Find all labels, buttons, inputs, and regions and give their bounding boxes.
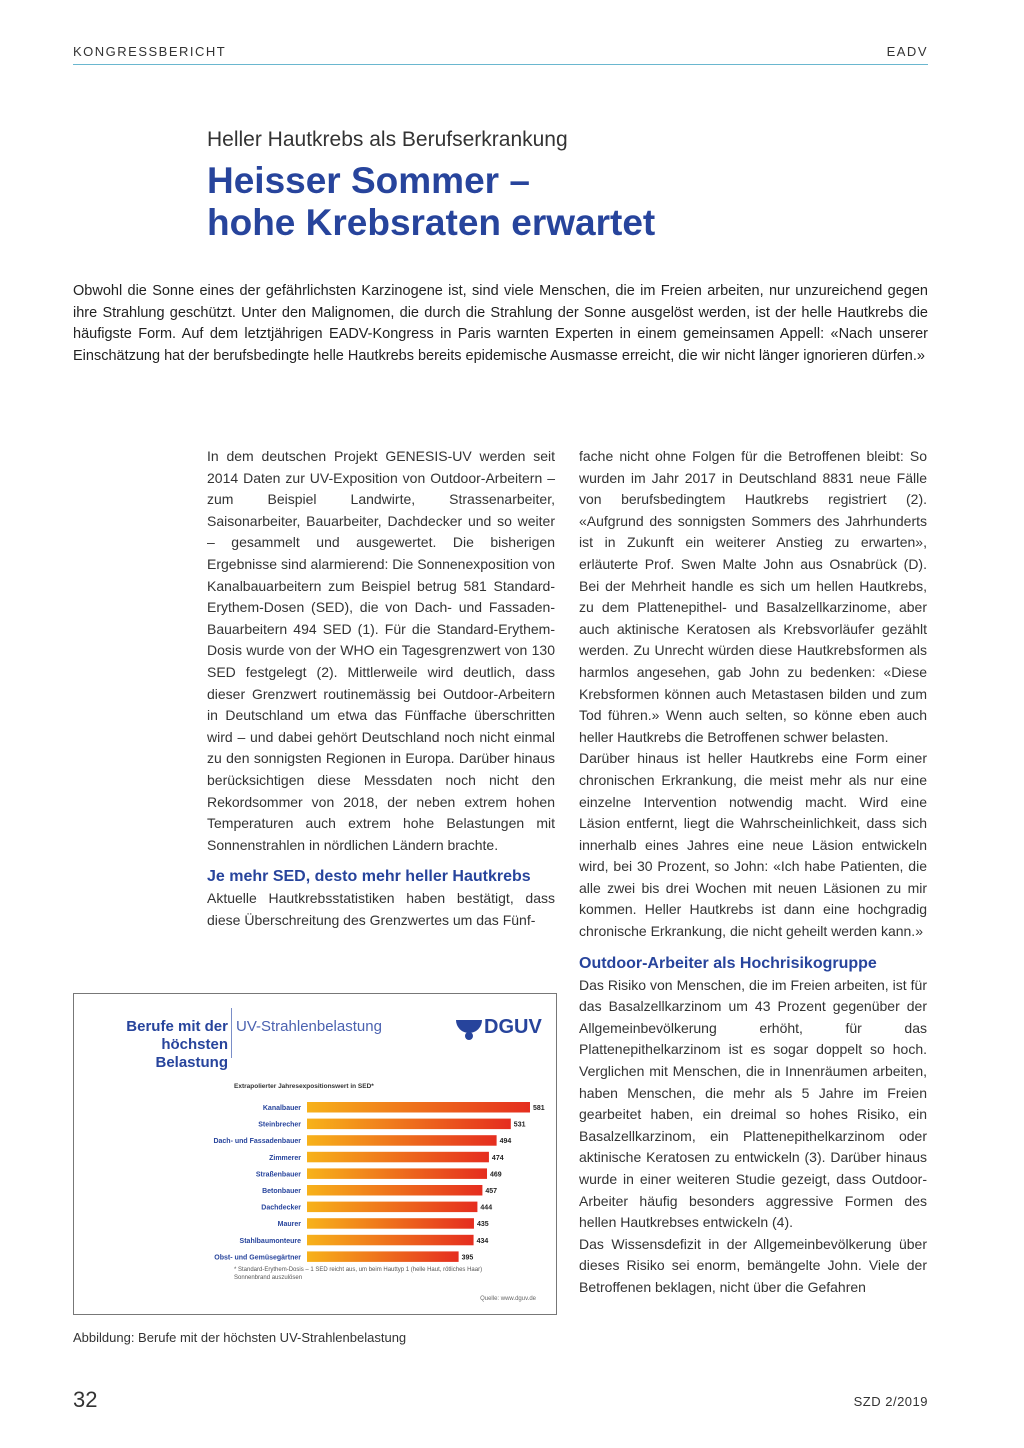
value-label-2: 494 bbox=[499, 1138, 512, 1146]
issue-label: SZD 2/2019 bbox=[853, 1394, 928, 1409]
category-label-4: Straßenbauer bbox=[255, 1171, 301, 1179]
value-label-9: 395 bbox=[461, 1254, 474, 1262]
chart-axis-title: Extrapolierter Jahresexpositionswert in SED* bbox=[234, 1083, 374, 1090]
headline-line-1: Heisser Sommer – bbox=[207, 160, 530, 201]
left-column bbox=[207, 446, 555, 931]
dguv-logo-text: DGUV bbox=[484, 1016, 542, 1038]
category-label-7: Maurer bbox=[277, 1221, 301, 1229]
left-subheading: Je mehr SED, desto mehr heller Hautkrebs bbox=[207, 868, 531, 886]
right-paragraph-4: Das Wissensdefizit in der Allgemeinbevölkerung über dieses Risiko sei enorm, bemängelte John. Viele der Betroffenen beklagen, nicht über die Gefahren bbox=[579, 1235, 927, 1295]
bar-7 bbox=[307, 1218, 474, 1229]
value-label-8: 434 bbox=[476, 1237, 489, 1245]
category-label-0: Kanalbauer bbox=[262, 1105, 301, 1112]
figure-title-bold-line-1: Berufe mit der bbox=[126, 1018, 228, 1035]
figure-footnote: * Standard-Erythem-Dosis – 1 SED reicht aus, um beim Hauttyp 1 (helle Haut, rötliches Haar) Sonnenbrand auszulösen bbox=[234, 1267, 483, 1281]
running-header bbox=[73, 44, 928, 64]
bar-6 bbox=[307, 1202, 477, 1213]
bar-4 bbox=[307, 1168, 487, 1179]
right-column bbox=[579, 446, 927, 1299]
value-label-5: 457 bbox=[485, 1188, 498, 1195]
category-label-3: Zimmerer bbox=[269, 1154, 301, 1162]
bar-3 bbox=[307, 1152, 489, 1163]
left-paragraph-1: In dem deutschen Projekt GENESIS-UV werden seit 2014 Daten zur UV-Exposition von Outdoor-Arbeitern – zum Beispiel Landwirte, Strassenarbeiter, Saisonarbeiter, Bauarbeiter, Dachdecker und so weiter – gesammelt und ausgewertet. Die bisherigen Ergebnisse sind alarmierend: Die Sonnenexposition von Kanalbauarbeitern zum Beispiel betrug 581 Standard-Erythem-Dosen (SED), die von Dach- und Fassaden-Bauarbeitern 494 SED (1). Für die Standard-Erythem-Dosis wurde von der WHO ein Tagesgrenzwert von 130 SED festgelegt (2). Mittlerweile wird deutlich, dass dieser Grenzwert routinemässig bei Outdoor-Arbeitern in Deutschland um etwa das Fünffache überschritten wird – und dabei gehört Deutschland noch nicht einmal zu den sonnigsten Regionen in Europa. Darüber hinaus berücksichtigen diese Messdaten noch nicht den Rekordsommer von 2018, der neben extrem hohen Temperaturen auch extrem hohe Belastungen mit Sonnenstrahlen in nördlichen Ländern brachte. bbox=[207, 448, 555, 853]
left-paragraph-2: Aktuelle Hautkrebsstatistiken haben bestätigt, dass diese Überschreitung des Grenzwertes um das Fünf- bbox=[207, 890, 555, 928]
right-paragraph-3: Das Risiko von Menschen, die im Freien arbeiten, ist für das Basalzellkarzinom um 43 Prozent gegenüber der Allgemeinbevölkerung erhöht, für das Plattenepithelkarzinom ist es sogar doppelt so hoch. Verglichen mit Menschen, die in Innenräumen arbeiten, haben Menschen, die mehr als 5 Jahre im Freien gearbeitet haben, ein dreimal so hohes Risiko, ein Basalzellkarzinom, ein Plattenepithelkarzinom oder aktinische Keratosen zu entwickeln (3). Darüber hinaus wurde in einer weiteren Studie gezeigt, dass Outdoor-Arbeiter häufig besonders aggressive Formen des hellen Hautkrebses entwickeln (4). bbox=[579, 976, 927, 1231]
category-label-2: Dach- und Fassadenbauer bbox=[213, 1138, 301, 1146]
bar-2 bbox=[307, 1135, 497, 1146]
topic-label: EADV bbox=[886, 44, 928, 59]
section-label: KONGRESSBERICHT bbox=[73, 44, 227, 59]
bar-0 bbox=[307, 1102, 530, 1113]
figure-source: Quelle: www.dguv.de bbox=[480, 1296, 536, 1302]
category-label-8: Stahlbaumonteure bbox=[239, 1237, 301, 1245]
figure-caption: Abbildung: Berufe mit der höchsten UV-Strahlenbelastung bbox=[73, 1330, 407, 1345]
bar-8 bbox=[307, 1235, 474, 1246]
figure-title-bold-line-2: höchsten Belastung bbox=[155, 1036, 228, 1071]
category-label-9: Obst- und Gemüsegärtner bbox=[214, 1254, 301, 1262]
bar-9 bbox=[307, 1251, 459, 1262]
bar-5 bbox=[307, 1185, 482, 1196]
headline-line-2: hohe Krebsraten erwartet bbox=[207, 202, 656, 243]
category-label-5: Betonbauer bbox=[262, 1188, 301, 1195]
value-label-3: 474 bbox=[491, 1154, 504, 1162]
value-label-6: 444 bbox=[480, 1204, 493, 1212]
uv-exposure-figure bbox=[73, 993, 557, 1315]
category-label-6: Dachdecker bbox=[261, 1204, 301, 1212]
value-label-0: 581 bbox=[533, 1105, 545, 1112]
header-rule bbox=[73, 64, 928, 65]
right-paragraph-2: Darüber hinaus ist heller Hautkrebs eine Form einer chronischen Erkrankung, die meist mehr als nur eine einzelne Intervention notwendig macht. Wird eine Läsion entfernt, liegt die Wahrscheinlichkeit, dass sich innerhalb eines Jahres eine neue Läsion entwickeln wird, bei 30 Prozent, so John: «Ich habe Patienten, die alle zwei bis drei Wochen mit neuen Läsionen zu mir kommen. Heller Hautkrebs ist dann eine hochgradig chronische Erkrankung, die nicht geheilt werden kann.» bbox=[579, 750, 927, 940]
article-kicker: Heller Hautkrebs als Berufserkrankung bbox=[207, 128, 568, 151]
article-headline bbox=[207, 160, 927, 244]
bar-1 bbox=[307, 1119, 511, 1130]
article-lead: Obwohl die Sonne eines der gefährlichsten Karzinogene ist, sind viele Menschen, die im Freien arbeiten, nur unzureichend gegen ihre Strahlung geschützt. Unter den Malignomen, die durch die Strahlung der Sonne ausgelöst werden, ist der helle Hautkrebs die häufigste Form. Auf dem letztjährigen EADV-Kongress in Paris warnten Experten in einem gemeinsamen Appell: «Nach unserer Einschätzung hat der berufsbedingte helle Hautkrebs bereits epidemische Ausmasse erreicht, die wir nicht länger ignorieren dürfen.» bbox=[73, 283, 928, 364]
right-paragraph-1: fache nicht ohne Folgen für die Betroffenen bleibt: So wurden im Jahr 2017 in Deutschland 8831 neue Fälle von berufsbedingtem Hautkrebs registriert (2). «Aufgrund des sonnigsten Sommers des Jahrhunderts ist in Zukunft ein weiterer Anstieg zu erwarten», erläuterte Prof. Swen Malte John aus Osnabrück (D). Bei der Mehrheit handle es sich um hellen Hautkrebs, zu dem Plattenepithel- und Basalzellkarzinome, aber auch aktinische Keratosen als Krebsvorläufer gezählt werden. Zu Unrecht würden diese Hautkrebsformen als harmlos angesehen, gab John zu bedenken: «Diese Krebsformen können auch Metastasen bilden und zum Tod führen.» Wenn auch selten, so könne eben auch heller Hautkrebs die Betroffenen schwer belasten. bbox=[579, 448, 927, 745]
category-label-1: Steinbrecher bbox=[258, 1121, 301, 1129]
right-subheading: Outdoor-Arbeiter als Hochrisikogruppe bbox=[579, 954, 877, 972]
page-number: 32 bbox=[73, 1387, 98, 1412]
figure-title-light: UV-Strahlenbelastung bbox=[236, 1018, 382, 1035]
value-label-4: 469 bbox=[490, 1171, 502, 1179]
value-label-7: 435 bbox=[476, 1221, 489, 1229]
value-label-1: 531 bbox=[513, 1121, 526, 1129]
